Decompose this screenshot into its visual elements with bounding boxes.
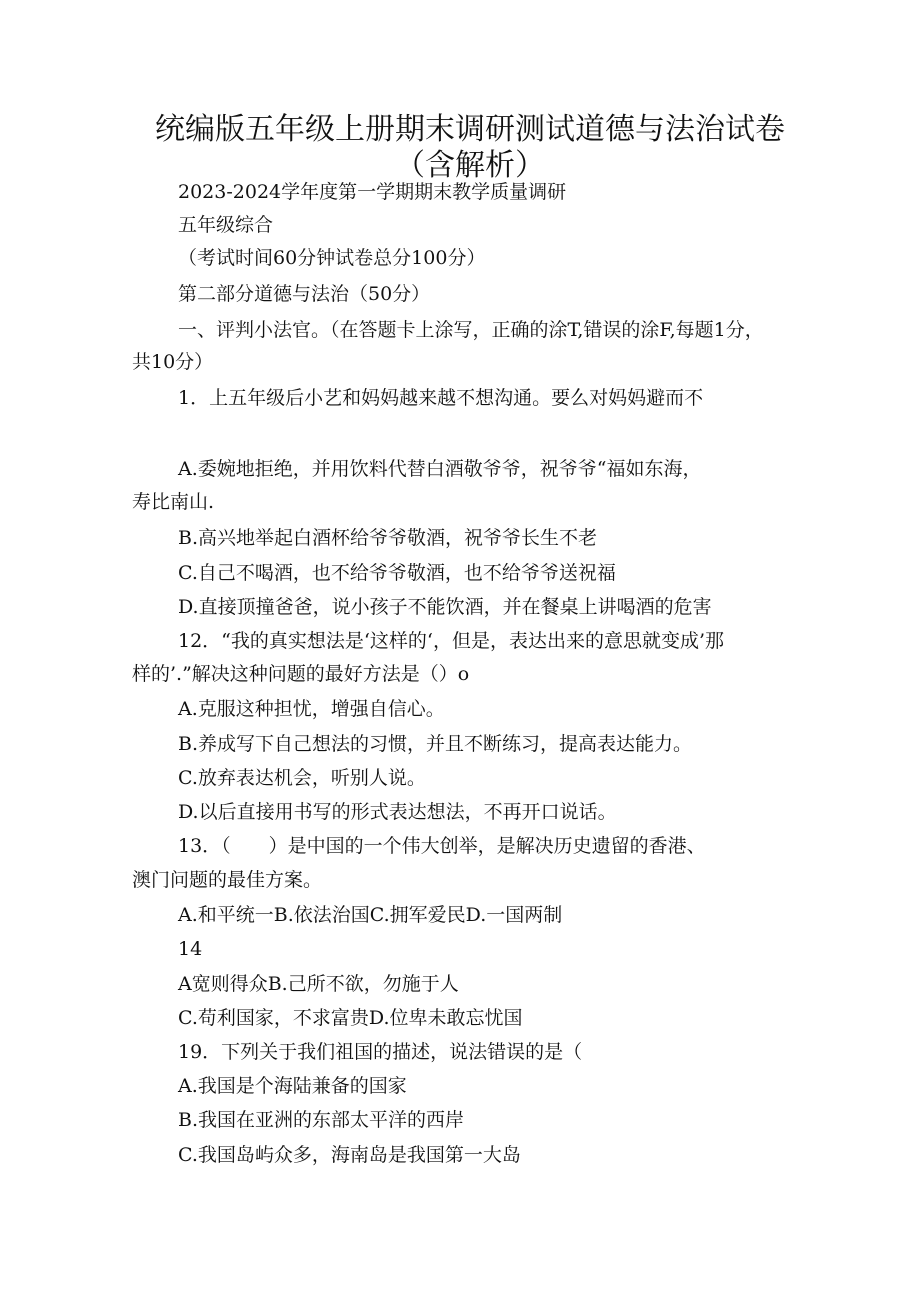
q14-options-cd: C.苟利国家，不求富贵D.位卑未敢忘忧国 [178, 1007, 523, 1029]
option-b: B.高兴地举起白酒杯给爷爷敬酒，祝爷爷长生不老 [178, 527, 598, 549]
q12-option-d: D.以后直接用书写的形式表达想法，不再开口说话。 [178, 801, 617, 823]
option-d: D.直接顶撞爸爸，说小孩子不能饮酒，并在餐桌上讲喝酒的危害 [178, 596, 712, 618]
q13-options: A.和平统一B.依法治国C.拥军爱民D.一国两制 [178, 904, 563, 926]
option-c: C.自己不喝酒，也不给爷爷敬酒，也不给爷爷送祝福 [178, 562, 616, 584]
option-a-cont: 寿比南山. [132, 491, 215, 513]
question-12: 12．“我的真实想法是‘这样的‘，但是，表达出来的意思就变成’那 [178, 630, 725, 652]
exam-info-line: （考试时间60分钟试卷总分100分） [178, 247, 486, 269]
q12-option-a: A.克服这种担忧，增强自信心。 [178, 698, 445, 720]
q12-option-b: B.养成写下自己想法的习惯，并且不断练习，提高表达能力。 [178, 733, 693, 755]
question-12-cont: 样的’.”解决这种问题的最好方法是（）o [132, 663, 470, 685]
q19-option-c: C.我国岛屿众多，海南岛是我国第一大岛 [178, 1144, 521, 1166]
question-14: 14 [178, 938, 203, 960]
section-heading: 第二部分道德与法治（50分） [178, 283, 431, 305]
q19-option-a: A.我国是个海陆兼备的国家 [178, 1075, 407, 1097]
question-13: 13．（ ）是中国的一个伟大创举，是解决历史遗留的香港、 [178, 835, 706, 857]
grade-subject-line: 五年级综合 [178, 214, 274, 236]
question-1: 1．上五年级后小艺和妈妈越来越不想沟通。要么对妈妈避而不 [178, 387, 704, 409]
question-19: 19．下列关于我们祖国的描述，说法错误的是（ [178, 1041, 583, 1063]
exam-year-line: 2023-2024学年度第一学期期末教学质量调研 [178, 181, 567, 203]
option-a: A.委婉地拒绝，并用饮料代替白酒敬爷爷，祝爷爷“福如东海， [178, 458, 702, 480]
part-one-heading-cont: 共10分） [132, 351, 214, 373]
document-title: 统编版五年级上册期末调研测试道德与法治试卷（含解析） [155, 112, 785, 183]
q19-option-b: B.我国在亚洲的东部太平洋的西岸 [178, 1109, 465, 1131]
question-13-cont: 澳门问题的最佳方案。 [132, 869, 323, 891]
q12-option-c: C.放弃表达机会，听别人说。 [178, 767, 426, 789]
part-one-heading: 一、评判小法官。（在答题卡上涂写，正确的涂T,错误的涂F,每题1分， [178, 319, 764, 341]
q14-options-ab: A宽则得众B.己所不欲，勿施于人 [178, 973, 459, 995]
